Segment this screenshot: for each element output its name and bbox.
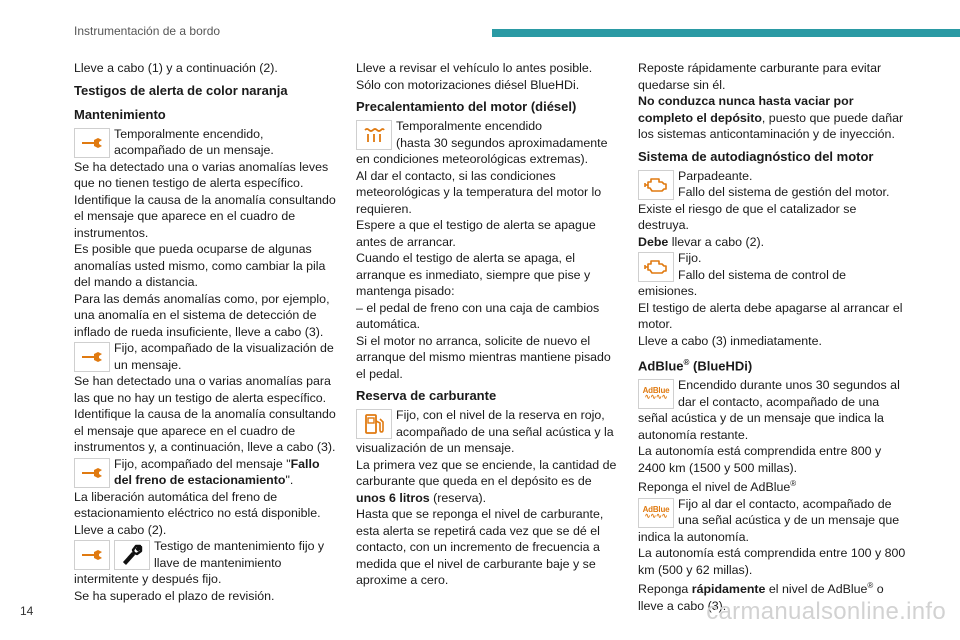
maintenance-entry-2 [74, 340, 336, 373]
adblue-1-refill: Reponga el nivel de AdBlue® [638, 479, 797, 495]
page-number: 14 [20, 604, 34, 618]
glow-plug-icon [356, 120, 392, 150]
wrench-warning-icon [74, 342, 110, 372]
engine-icon [638, 170, 674, 200]
maintenance-4-body: Se ha superado el plazo de revisión. [74, 588, 275, 603]
maintenance-2-text: Fijo, acompañado de la visualización de un mensaje. [114, 341, 334, 372]
engine-icon [638, 252, 674, 282]
adblue-entry-2 [638, 496, 906, 546]
fuel-reserve-text: Fijo, con el nivel de la reserva en rojo, acompañado de una señal acústica y la visualización de un mensaje. [356, 408, 614, 455]
diagnosis-entry-2 [638, 250, 906, 300]
column-2 [356, 60, 621, 589]
wrench-warning-icon [74, 540, 110, 570]
fuel-reserve-body: La primera vez que se enciende, la cantidad de carburante que queda en el depósito es de unos 6 litros (reserva). [356, 457, 617, 505]
preheating-title: Precalentamiento del motor (diésel) [356, 99, 577, 114]
adblue-entry-1 [638, 377, 906, 443]
maintenance-1-body: Se ha detectado una o varias anomalías leves que no tienen testigo de alerta específico. Identifique la causa de la anomalía consultando el mensaje que aparece en el cuadro de instrumentos. Es posible que pueda ocuparse de algunas anomalías usted mismo, como cambiar la pila del mando a distancia. Para las demás anomalías como, por ejemplo, una anomalía en el sistema de detección de inflado de rueda insuficiente, lleve a cabo (3). [74, 159, 336, 339]
diagnosis-2-text: Fijo. Fallo del sistema de control de emisiones. [638, 251, 847, 298]
fuel-reserve-body-2: Hasta que se reponga el nivel de carburante, esta alerta se repetirá cada vez que se dé el contacto, con un incremento de frecuencia a medida que el nivel de carburante baje y se aproxime a cero. [356, 507, 604, 587]
diagnosis-1-text: Parpadeante. Fallo del sistema de gestión del motor. [678, 168, 890, 199]
column-1 [74, 60, 336, 604]
adblue-1-text: Encendido durante unos 30 segundos al dar el contacto, acompañado de una señal acústica y de un mensaje que indica la autonomía restante. [638, 378, 900, 442]
fuel-pump-icon [356, 409, 392, 439]
preheating-text: Temporalmente encendido (hasta 30 segundos aproximadamente en condiciones meteorológicas extremas). [356, 119, 608, 166]
adblue-icon: AdBlue ∿∿∿∿ [638, 498, 674, 528]
maintenance-1-text: Temporalmente encendido, acompañado de un mensaje. [114, 126, 274, 157]
col2-intro: Lleve a revisar el vehículo lo antes posible. Sólo con motorizaciones diésel BlueHDi. [356, 61, 593, 92]
maintenance-entry-1 [74, 126, 336, 159]
maintenance-entry-3 [74, 456, 336, 489]
col1-intro: Lleve a cabo (1) y a continuación (2). [74, 61, 278, 75]
preheating-entry [356, 118, 621, 168]
diagnosis-1-action: Debe llevar a cabo (2). [638, 234, 765, 249]
wrench-warning-icon [74, 128, 110, 158]
adblue-title: AdBlue® (BlueHDi) [638, 358, 753, 374]
watermark: carmanualsonline.info [706, 598, 946, 625]
adblue-2-text: Fijo al dar el contacto, acompañado de una señal acústica y de un mensaje que indica la autonomía. [638, 496, 900, 544]
maintenance-4-text: Testigo de mantenimiento fijo y llave de mantenimiento intermitente y después fijo. [74, 539, 325, 586]
adblue-2-refill: Reponga rápidamente el nivel de AdBlue® o lleve a cabo (3). [638, 581, 884, 614]
header-accent-bar [492, 29, 960, 37]
fuel-warning: No conduzca nunca hasta vaciar por completo el depósito, puesto que puede dañar los sistemas anticontaminación y de inyección. [638, 94, 904, 141]
wrench-warning-icon [74, 458, 110, 488]
maintenance-2-body: Se han detectado una o varias anomalías para las que no hay un testigo de alerta específico. Identifique la causa de la anomalía consultando el mensaje que aparece en el cuadro de instrumentos y, a continuación, lleve a cabo (3). [74, 374, 336, 454]
preheating-body: Al dar el contacto, si las condiciones meteorológicas y la temperatura del motor lo requieren. Espere a que el testigo de alerta se apague antes de arrancar. Cuando el testigo de alerta se apaga, el arranque es inmediato, siempre que pise y mantenga pisado: – el pedal de freno con una caja de cambios automática. Si el motor no arranca, solicite de nuevo el arranque del mismo mientras mantiene pisado el pedal. [356, 168, 611, 381]
adblue-2-body: La autonomía está comprendida entre 100 y 800 km (500 y 62 millas). [638, 546, 906, 577]
adblue-1-body: La autonomía está comprendida entre 800 y 2400 km (1500 y 500 millas). [638, 444, 882, 475]
header-title: Instrumentación de a bordo [74, 24, 221, 38]
adblue-icon: AdBlue ∿∿∿∿ [638, 379, 674, 409]
diagnosis-title: Sistema de autodiagnóstico del motor [638, 148, 874, 164]
maintenance-3-text: Fijo, acompañado del mensaje "Fallo del freno de estacionamiento". [114, 456, 320, 487]
col3-intro: Reposte rápidamente carburante para evitar quedarse sin él. [638, 61, 882, 92]
diagnosis-1-body: Existe el riesgo de que el catalizador se destruya. [638, 201, 857, 232]
maintenance-entry-4 [74, 538, 336, 588]
column-3 [638, 60, 906, 615]
service-key-icon [114, 540, 150, 570]
maintenance-title: Mantenimiento [74, 106, 166, 122]
fuel-reserve-entry [356, 407, 621, 457]
section-title-orange: Testigos de alerta de color naranja [74, 82, 288, 98]
diagnosis-entry-1 [638, 168, 906, 201]
maintenance-3-body: La liberación automática del freno de estacionamiento eléctrico no está disponible. Lleve a cabo (2). [74, 489, 321, 537]
diagnosis-2-body: El testigo de alerta debe apagarse al arrancar el motor. Lleve a cabo (3) inmediatamente. [638, 300, 903, 348]
fuel-reserve-title: Reserva de carburante [356, 388, 497, 403]
